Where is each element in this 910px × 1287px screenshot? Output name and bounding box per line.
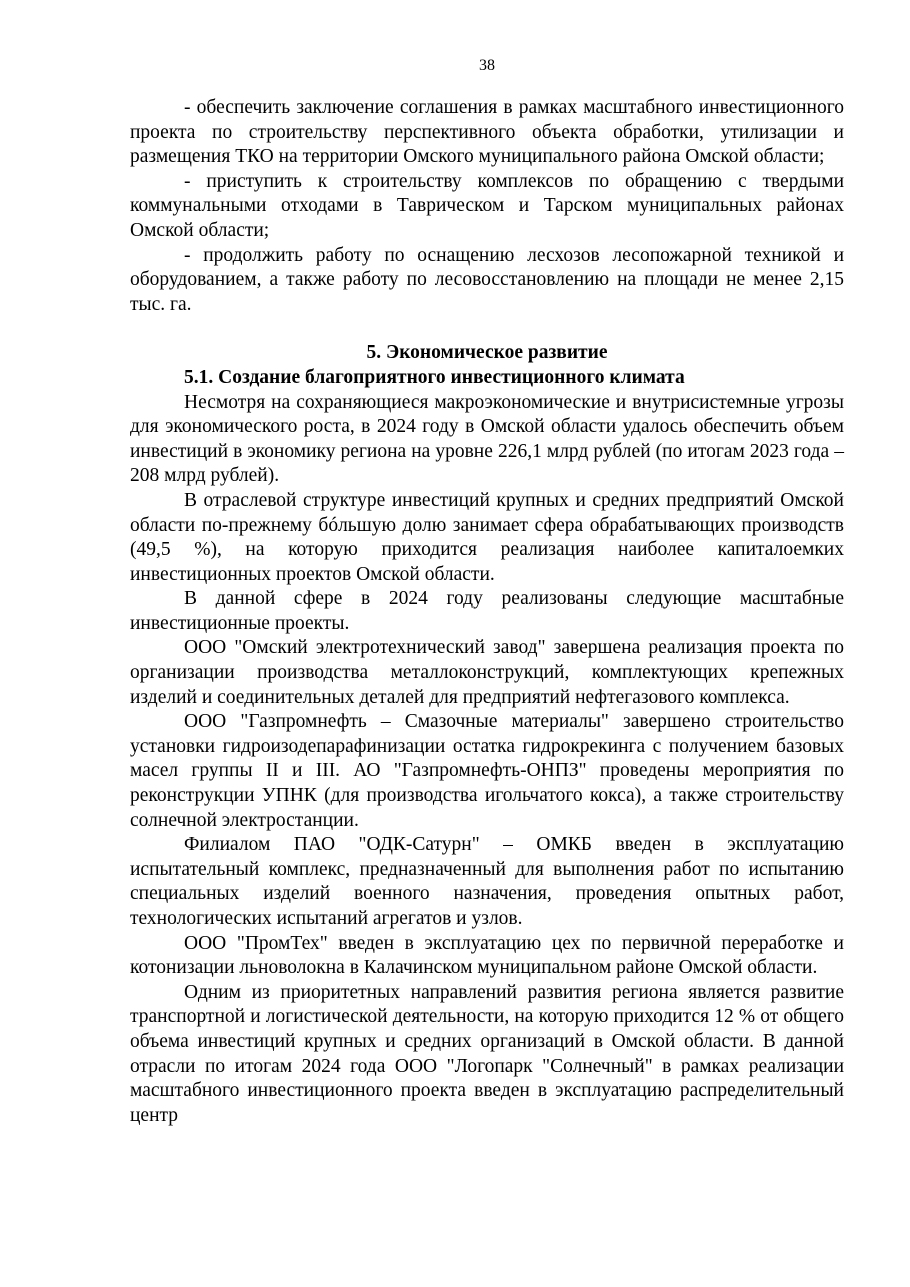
paragraph: Одним из приоритетных направлений развития региона является развитие транспортной и логистической деятельности, на которую приходится 12 % от общего объема инвестиций крупных и средних организаций в Омской области. В данной отрасли по итогам 2024 года ООО "Логопарк "Солнечный" в рамках реализации масштабного инвестиционного проекта введен в эксплуатацию распределительный центр xyxy=(130,981,844,1126)
paragraph: Филиалом ПАО "ОДК-Сатурн" – ОМКБ введен в эксплуатацию испытательный комплекс, предназначенный для выполнения работ по испытанию специальных изделий военного назначения, проведения опытных работ, технологических испытаний агрегатов и узлов. xyxy=(130,834,844,929)
section-title: 5. Экономическое развитие xyxy=(366,342,608,364)
paragraph: ООО "ПромТех" введен в эксплуатацию цех по первичной переработке и котонизации льноволокна в Калачинском муниципальном районе Омской области. xyxy=(130,932,844,979)
paragraph: Несмотря на сохраняющиеся макроэкономические и внутрисистемные угрозы для экономического роста, в 2024 году в Омской области удалось обеспечить объем инвестиций в экономику региона на уровне 226,1 млрд рублей (по итогам 2023 года – 208 млрд рублей). xyxy=(130,391,844,487)
bullet-item: - продолжить работу по оснащению лесхозов лесопожарной техникой и оборудованием, а также работу по лесовосстановлению на площади не менее 2,15 тыс. га. xyxy=(130,244,844,315)
paragraph: В данной сфере в 2024 году реализованы следующие масштабные инвестиционные проекты. xyxy=(130,588,844,634)
page-number: 38 xyxy=(479,57,495,74)
paragraph: В отраслевой структуре инвестиций крупных и средних предприятий Омской области по-прежнему бóльшую долю занимает сфера обрабатывающих производств (49,5 %), на которую приходится реализация наиболее капиталоемких инвестиционных проектов Омской области. xyxy=(130,489,844,585)
spacer xyxy=(130,317,844,341)
subsection-title: 5.1. Создание благоприятного инвестиционного климата xyxy=(184,366,685,388)
paragraph: ООО "Газпромнефть – Смазочные материалы" завершено строительство установки гидроизодепарафинизации остатка гидрокрекинга с получением базовых масел группы II и III. АО "Газпромнефть-ОНПЗ" проведены мероприятия по реконструкции УПНК (для производства игольчатого кокса), а также строительству солнечной электростанции. xyxy=(130,711,844,831)
bullet-item: - обеспечить заключение соглашения в рамках масштабного инвестиционного проекта по строительству перспективного объекта обработки, утилизации и размещения ТКО на территории Омского муниципального района Омской области; xyxy=(130,97,844,168)
bullet-item: - приступить к строительству комплексов по обращению с твердыми коммунальными отходами в Таврическом и Тарском муниципальных районах Омской области; xyxy=(130,170,844,241)
paragraph: ООО "Омский электротехнический завод" завершена реализация проекта по организации производства металлоконструкций, комплектующих крепежных изделий и соединительных деталей для предприятий нефтегазового комплекса. xyxy=(130,637,844,708)
